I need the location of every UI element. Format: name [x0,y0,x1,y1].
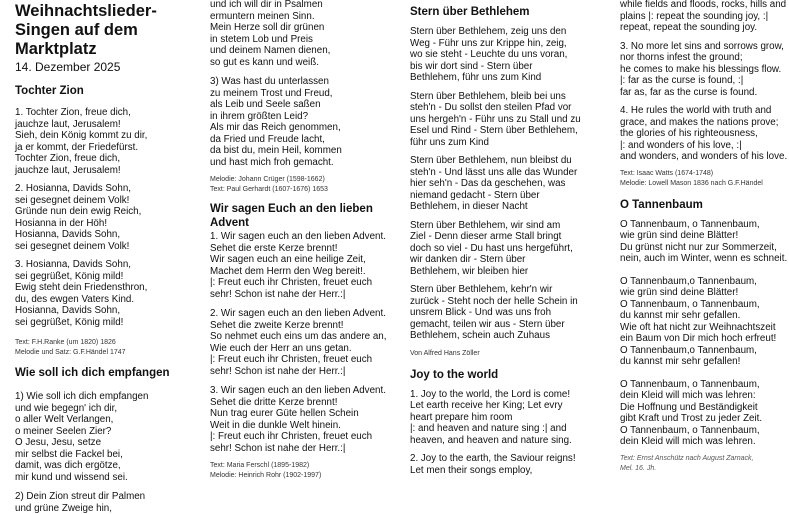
stanza: 2) Dein Zion streut dir Palmen und grüne Zweige hin, [15,491,146,514]
song-title-stern-ueber-bethlehem: Stern über Bethlehem [410,6,530,18]
song-title-joy-to-the-world: Joy to the world [410,368,499,381]
stanza: Stern über Bethlehem, wir sind am Ziel - Denn dieser arme Stall bringt doch so viel - Du hast uns hergeführt, wir danken dir - Stern über Bethlehem, wir bleiben hier [410,219,573,277]
stanza: 4. He rules the world with truth and grace, and makes the nations prove; the glories of his righteousness, |: and wonders of his love, :| and wonders, and wonders of his love. [620,105,788,162]
stanza: 1) Wie soll ich dich empfangen und wie begegn' ich dir, o aller Welt Verlangen, o meiner Seelen Zier? O Jesu, Jesu, setze mir selbst die Fackel bei, damit, was dich ergötze, mir kund und wissend sei. [15,391,149,483]
stanza: 1. Wir sagen euch an den lieben Advent. Sehet die erste Kerze brennt! Wir sagen euch an eine heilige Zeit, Machet dem Herrn den Weg bereit!. |: Freut euch ihr Christen, freuet euch sehr! Schon ist nahe der Herr.:| [210,231,386,300]
stanza: 1. Joy to the world, the Lord is come! Let earth receive her King; Let evry heart prepare him room |: and heaven and nature sing :| and heaven, and heaven and nature sing. [410,388,572,446]
song-title-o-tannenbaum: O Tannenbaum [620,198,703,211]
stanza: 3. Hosianna, Davids Sohn, sei gegrüßet, König mild! Ewig steht dein Friedensthron, du, des ewgen Vaters Kind. Hosianna, Davids Sohn, sei gegrüßet, König mild! [15,259,148,328]
stanza-continued-lines: und ich will dir in Psalmen ermuntern meinen Sinn. Mein Herze soll dir grünen in stetem Lob und Preis und deinem Namen dienen, so gut es kann und weiß. [210,0,331,68]
stanza: O Tannenbaum, o Tannenbaum, dein Kleid will mich was lehren: Die Hoffnung und Beständigkeit gibt Kraft und Trost zu jeder Zeit. O Tannenbaum, o Tannenbaum, dein Kleid will mich was lehren. [620,378,763,447]
song-credit: Text: Ernst Anschütz nach August Zarnack, Mel. 16. Jh. [620,454,754,472]
song-credit: Von Alfred Hans Zöller [410,349,480,357]
stanza: Stern über Bethlehem, bleib bei uns steh'n - Du sollst den steilen Pfad vor uns hergeh'n - Führ uns zu Stall und zu Esel und Rind - Stern über Bethlehem, führ uns zum Kind [410,90,581,148]
stanza: O Tannenbaum,o Tannenbaum, wie grün sind deine Blätter! O Tannenbaum, o Tannenbaum, du kannst mir sehr gefallen. Wie oft hat nicht zur Weihnachtszeit ein Baum von Dir mich hoch erfreut! O Tannenbaum,o Tannenbaum, du kannst mir sehr gefallen! [620,275,777,367]
column-3 [410,0,600,476]
song-credit: Text: Maria Ferschl (1895-1982) Melodie: Heinrich Rohr (1902-1997) [210,462,322,479]
stanza: 2. Wir sagen euch an den lieben Advent. Sehet die zweite Kerze brennt! So nehmet euch eins um das andere an, Wie euch der Herr an uns getan. |: Freut euch ihr Christen, freuet euch sehr! Schon ist nahe der Herr.:| [210,308,387,377]
song-credit: Melodie: Johann Crüger (1598-1662) Text: Paul Gerhardt (1607-1676) 1653 [210,176,328,193]
stanza: Stern über Bethlehem, nun bleibst du steh'n - Und lässt uns alle das Wunder hier seh'n - Das da geschehen, was niemand gedacht - Stern über Bethlehem, in dieser Nacht [410,155,578,212]
column-4 [620,0,789,474]
stanza-remaining-lines: while fields and floods, rocks, hills and plains |: repeat the sounding joy, :| repeat, repeat the sounding joy. [620,0,787,33]
page-title: Weihnachtslieder-Singen auf dem Marktplatz [15,2,157,58]
stanza: 2. Hosianna, Davids Sohn, sei gesegnet deinem Volk! Gründe nun dein ewig Reich, Hosianna in der Höh! Hosianna, Davids Sohn, sei gesegnet deinem Volk! [15,183,142,252]
song-credit: Text: F.H.Ranke (um 1820) 1826 Melodie und Satz: G.F.Händel 1747 [15,339,126,356]
song-credit: Text: Isaac Watts (1674-1748) Melodie: Lowell Mason 1836 nach G.F.Händel [620,169,763,187]
stanza: O Tannenbaum, o Tannenbaum, wie grün sind deine Blätter! Du grünst nicht nur zur Sommerzeit, nein, auch im Winter, wenn es schneit. [620,218,788,264]
stanza: 3. Wir sagen euch an den lieben Advent. Sehet die dritte Kerze brennt! Nun trag eurer Güte hellen Schein Weit in die dunkle Welt hinein. |: Freut euch ihr Christen, freuet euch sehr! Schon ist nahe der Herr.:| [210,385,386,454]
stanza-first-lines: 2. Joy to the earth, the Saviour reigns! Let men their songs employ, [410,453,576,476]
song-title-wir-sagen-euch-an: Wir sagen Euch an den lieben Advent [210,203,373,229]
event-date: 14. Dezember 2025 [15,60,121,74]
song-title-wie-soll-ich-dich-empfangen: Wie soll ich dich empfangen [15,367,170,379]
stanza: 3. No more let sins and sorrows grow, nor thorns infest the ground; he comes to make his blessings flow. |: far as the curse is found, :| far as, far as the curse is found. [620,40,784,98]
stanza: Stern über Bethlehem, zeig uns den Weg - Führ uns zur Krippe hin, zeig, wo sie steht - Leuchte du uns voran, bis wir dort sind - Stern über Bethlehem, führ uns zum Kind [410,26,568,83]
column-1 [15,0,205,514]
song-title-tochter-zion: Tochter Zion [15,85,84,97]
column-2 [210,0,410,481]
stanza: 1. Tochter Zion, freue dich, jauchze laut, Jerusalem! Sieh, dein König kommt zu dir, ja er kommt, der Friedefürst. Tochter Zion, freue dich, jauchze laut, Jerusalem! [15,107,148,176]
stanza: Stern über Bethlehem, kehr'n wir zurück - Steht noch der helle Schein in unsrem Blick - Und was uns froh gemacht, teilen wir aus - Stern über Bethlehem, schein auch Zuhaus [410,284,578,341]
stanza-continuation-block [210,0,410,68]
stanza: 3) Was hast du unterlassen zu meinem Trost und Freud, als Leib und Seele saßen in ihrem größten Leid? Als mir das Reich genommen, da Fried und Freude lacht, da bist du, mein Heil, kommen und hast mich froh gemacht. [210,76,342,168]
